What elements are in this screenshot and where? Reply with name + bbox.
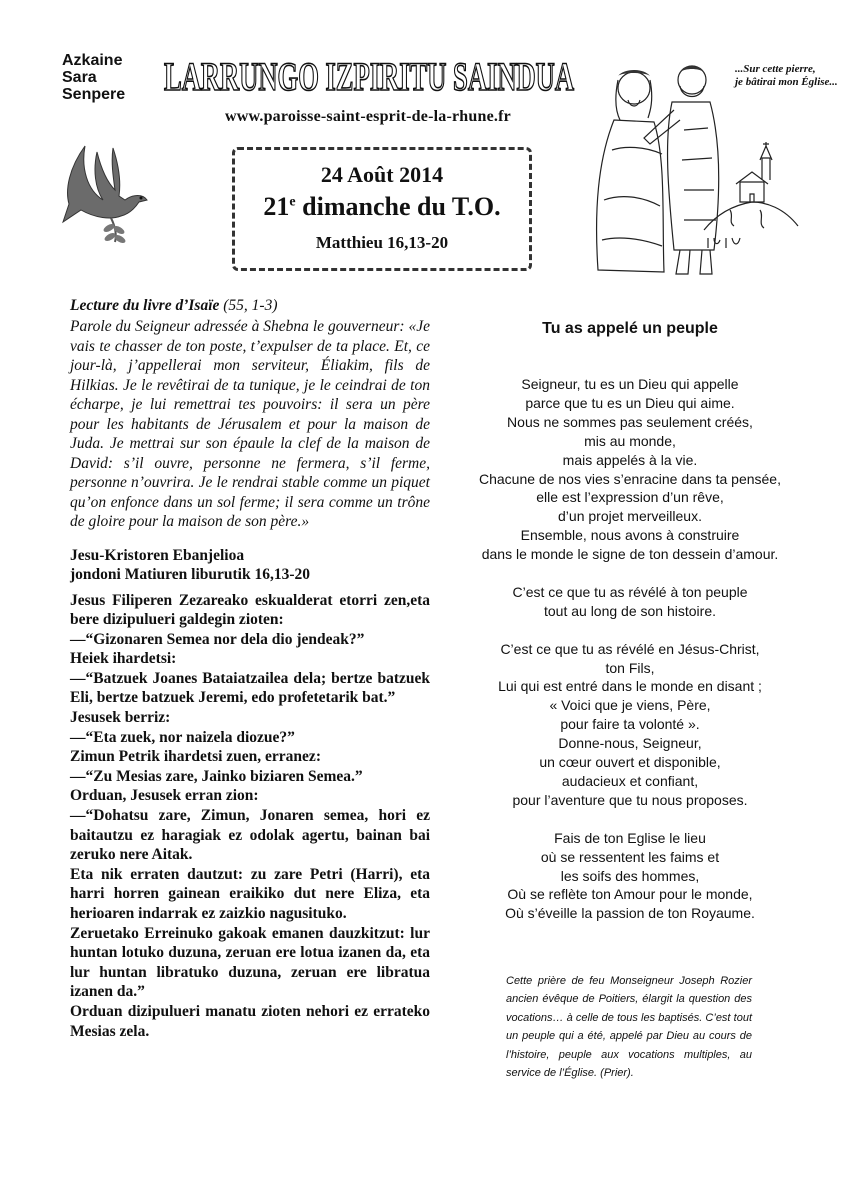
prayer-note: Cette prière de feu Monseigneur Joseph Rozier ancien évêque de Poitiers, élargit la question des vocations… à celle de tous les baptisés. C’est tout un peuple qui a été, appelé par Dieu au cours de l’histoire, peuple aux vocations multiples, au service de l’Église. (Prier). <box>506 975 752 1080</box>
masthead-logo <box>160 50 578 100</box>
gospel-paragraph: Orduan, Jesusek erran zion: <box>70 787 259 805</box>
gospel-paragraph: —“Zu Mesias zare, Jainko biziaren Semea.” <box>70 767 363 785</box>
gospel-paragraph: Jesus Filiperen Zezareako eskualderat etorri zen,eta bere dizipulueri galdegin zioten: <box>70 591 430 629</box>
gospel-paragraph: —“Gizonaren Semea nor dela dio jendeak?” <box>70 630 365 648</box>
gospel-paragraph: —“Dohatsu zare, Zimun, Jonaren semea, hori ez baitautzu ez haragiak ez odolak agertu, bainan bai zeruko nere Aitak. <box>70 807 430 864</box>
gospel-paragraph: Orduan dizipulueri manatu zioten nehori ez errateko Mesias zela. <box>70 1002 430 1040</box>
sunday-label: dimanche du T.O. <box>295 192 501 221</box>
village-name: Senpere <box>62 86 126 103</box>
gospel-paragraph: —“Batzuek Joanes Bataiatzailea dela; bertze batzuek Eli, bertze batzuek Jeremi, edo profetetarik bat.” <box>70 669 430 707</box>
gospel-text <box>70 591 430 1042</box>
prayer-line: où se ressentent les faims et <box>540 848 720 865</box>
prayer-stanza <box>450 583 810 621</box>
reading-text: Parole du Seigneur adressée à Shebna le gouverneur: «Je vais te chasser de ton poste, t’expulser de ta place. Et, ce jour-là, j’appellerai mon serviteur, Éliakim, fils de Hilkias. Je le revêtirai de ta tunique, je le ceindrai de ton écharpe, je lui remettrai tes pouvoirs: il sera un père pour les habitants de Jérusalem et pour la maison de Juda. Je mettrai sur son épaule la clef de la maison de David: s’il ouvre, personne ne fermera, s’il ferme, personne n’ouvrira. Je le rendrai stable comme un piquet qu’on enfonce dans un sol ferme; il sera comme un trône de gloire pour la maison de son père.» <box>70 318 430 530</box>
prayer-stanza <box>450 375 810 564</box>
masthead-title: LARRUNGO IZPIRITU SAINDUA <box>164 54 575 99</box>
prayer-line: mis au monde, <box>584 432 676 449</box>
prayer-line: « Voici que je viens, Père, <box>549 697 711 714</box>
prayer-line: Lui qui est entré dans le monde en disant ; <box>498 678 762 695</box>
prayer-line: C’est ce que tu as révélé à ton peuple <box>512 583 748 600</box>
left-column <box>70 296 430 1041</box>
prayer-line: C’est ce que tu as révélé en Jésus-Christ, <box>500 640 760 657</box>
sunday-ordinal: e <box>289 194 296 210</box>
gospel-paragraph: Zimun Petrik ihardetsi zuen, erranez: <box>70 748 321 766</box>
liturgical-sunday <box>235 192 529 222</box>
prayer-text <box>450 375 810 923</box>
prayer-line: pour faire ta volonté ». <box>560 716 700 733</box>
prayer-line: Où se reflète ton Amour pour le monde, <box>507 886 753 903</box>
service-date: 24 Août 2014 <box>320 162 444 187</box>
quote-line: je bâtirai mon Église... <box>735 76 838 88</box>
gospel-heading <box>70 546 430 585</box>
reading-title <box>70 296 430 316</box>
dove-icon <box>55 138 165 248</box>
right-column <box>450 318 810 942</box>
quote-line: ...Sur cette pierre, <box>735 63 816 75</box>
church-hill-icon <box>700 130 800 250</box>
prayer-line: ton Fils, <box>605 659 655 676</box>
prayer-title: Tu as appelé un peuple <box>542 320 718 337</box>
prayer-line: audacieux et confiant, <box>561 773 699 789</box>
gospel-paragraph: —“Eta zuek, nor naizela diozue?” <box>70 728 295 746</box>
village-names <box>62 52 125 103</box>
prayer-line: les soifs des hommes, <box>560 867 700 884</box>
prayer-line: dans le monde le signe de ton dessein d’amour. <box>481 546 779 563</box>
gospel-reference: Matthieu 16,13-20 <box>315 233 449 252</box>
prayer-line: elle est l’expression d’un rêve, <box>536 489 724 506</box>
gospel-heading-line: Jesu-Kristoren Ebanjelioa <box>70 546 245 564</box>
village-name: Azkaine <box>62 52 123 69</box>
pull-quote <box>735 63 838 89</box>
prayer-line: mais appelés à la vie. <box>562 451 698 468</box>
prayer-line: Nous ne sommes pas seulement créés, <box>507 413 753 430</box>
reading-book: Lecture du livre d’Isaïe <box>70 297 220 314</box>
prayer-line: tout au long de son histoire. <box>543 602 716 619</box>
reading-reference: (55, 1-3) <box>219 297 278 314</box>
prayer-stanza <box>450 640 810 810</box>
prayer-stanza <box>450 829 810 924</box>
gospel-paragraph: Zeruetako Erreinuko gakoak emanen dauzkitzut: lur huntan lotuko duzuna, zeruan ere lotua izanen da, eta lur huntan libratuko duzuna, zeruan ere libratua izanen da.” <box>70 924 430 1001</box>
gospel-paragraph: Heiek ihardetsi: <box>70 650 177 668</box>
website-url[interactable]: www.paroisse-saint-esprit-de-la-rhune.fr <box>225 108 511 125</box>
prayer-line: Seigneur, tu es un Dieu qui appelle <box>521 376 739 392</box>
prayer-line: Fais de ton Eglise le lieu <box>554 829 706 846</box>
sunday-number: 21 <box>263 192 290 221</box>
gospel-paragraph: Jesusek berriz: <box>70 709 171 727</box>
village-name: Sara <box>62 69 97 86</box>
date-frame <box>232 147 532 271</box>
prayer-line: Donne-nous, Seigneur, <box>558 735 702 752</box>
prayer-line: parce que tu es un Dieu qui aime. <box>525 394 735 411</box>
gospel-paragraph: Eta nik erraten dautzut: zu zare Petri (Harri), eta harri horren gainean eraikiko dut nere Eliza, eta herioaren indarrak ez zaizkio nagusituko. <box>70 865 430 922</box>
prayer-line: Chacune de nos vies s’enracine dans ta pensée, <box>479 470 781 487</box>
prayer-line: Ensemble, nous avons à construire <box>520 527 740 544</box>
prayer-line: Où s’éveille la passion de ton Royaume. <box>505 905 755 922</box>
prayer-line: d’un projet merveilleux. <box>558 508 702 525</box>
prayer-line: un cœur ouvert et disponible, <box>539 754 721 771</box>
gospel-heading-line: jondoni Matiuren liburutik 16,13-20 <box>70 566 311 583</box>
prayer-line: pour l’aventure que tu nous proposes. <box>512 791 748 808</box>
